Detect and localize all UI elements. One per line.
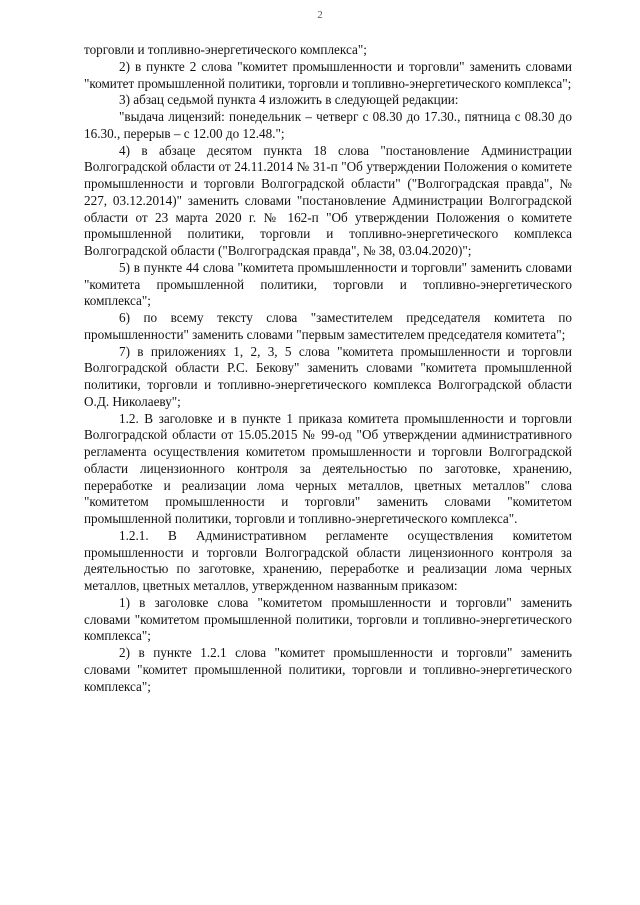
- paragraph-item-4: 4) в абзаце десятом пункта 18 слова "постановление Администрации Волгоградской области от 24.11.2014 № 31-п "Об утверждении Положения о комитете промышленности и торговли Волгоградской области" ("Волгоградская правда", № 227, 03.12.2014)" заменить словами "постановление Администрации Волгоградской области от 23 марта 2020 г. № 162-п "Об утверждении Положения о комитете промышленной политики, торговли и топливно-энергетического комплекса Волгоградской области ("Волгоградская правда", № 38, 03.04.2020)";: [84, 142, 572, 258]
- paragraph-section-1-2-1: 1.2.1. В Административном регламенте осуществления комитетом промышленности и торговли Волгоградской области лицензионного контроля за деятельностью по заготовке, хранению, переработке и реализации лома черных металлов, цветных металлов, утвержденном названным приказом:: [84, 527, 572, 593]
- paragraph-item-5: 5) в пункте 44 слова "комитета промышленности и торговли" заменить словами "комитета промышленной политики, торговли и топливно-энергетического комплекса";: [84, 259, 572, 309]
- paragraph-item-7: 7) в приложениях 1, 2, 3, 5 слова "комитета промышленности и торговли Волгоградской области Р.С. Бекову" заменить словами "комитета промышленной политики, торговли и топливно-энергетического комплекса Волгоградской области О.Д. Николаеву";: [84, 343, 572, 409]
- paragraph-item-6: 6) по всему тексту слова "заместителем председателя комитета по промышленности" заменить словами "первым заместителем председателя комитета";: [84, 310, 572, 342]
- paragraph-quote-hours: "выдача лицензий: понедельник – четверг с 08.30 до 17.30., пятница с 08.30 до 16.30., перерыв – с 12.00 до 12.48.";: [84, 109, 572, 141]
- paragraph-section-1-2: 1.2. В заголовке и в пункте 1 приказа комитета промышленности и торговли Волгоградской области от 15.05.2015 № 99-од "Об утверждении административного регламента осуществления комитетом промышленности и торговли Волгоградской области лицензионного контроля за деятельностью по заготовке, хранению, переработке и реализации лома черных металлов, цветных металлов" слова "комитетом промышленности и торговли" заменить словами "комитетом промышленной политики, торговли и топливно-энергетического комплекса".: [84, 410, 572, 526]
- paragraph-subitem-2: 2) в пункте 1.2.1 слова "комитет промышленности и торговли" заменить словами "комитет промышленной политики, торговли и топливно-энергетического комплекса";: [84, 645, 572, 694]
- page-number: 2: [317, 9, 323, 21]
- paragraph-continuation: торговли и топливно-энергетического комплекса";: [84, 42, 367, 57]
- paragraph-subitem-1: 1) в заголовке слова "комитетом промышленности и торговли" заменить словами "комитетом промышленной политики, торговли и топливно-энергетического комплекса";: [84, 594, 572, 644]
- paragraph-item-2: 2) в пункте 2 слова "комитет промышленности и торговли" заменить словами "комитет промышленной политики, торговли и топливно-энергетического комплекса";: [84, 58, 572, 91]
- paragraph-item-3: 3) абзац седьмой пункта 4 изложить в следующей редакции:: [119, 92, 459, 108]
- document-body: [84, 42, 572, 695]
